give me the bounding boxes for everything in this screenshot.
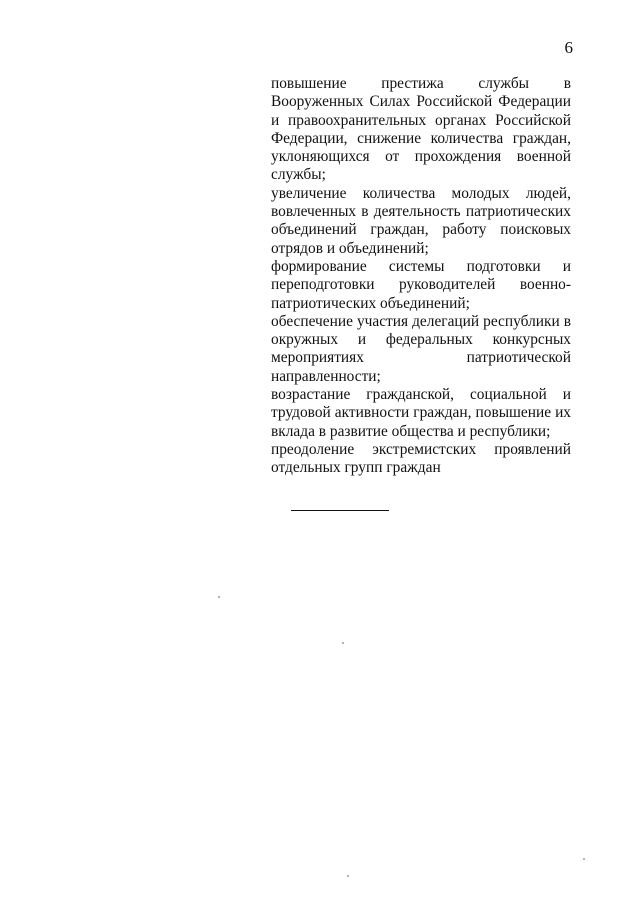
body-text bbox=[271, 75, 571, 478]
page-number: 6 bbox=[564, 38, 573, 57]
end-separator-line bbox=[291, 510, 389, 511]
paragraph-prestige: повышение престижа службы в Вооруженных Силах Российской Федерации и правоохранительных органах Российской Федерации, снижение количества граждан, уклоняющихся от прохождения военной службы; bbox=[271, 75, 571, 184]
scan-speck bbox=[347, 875, 349, 877]
scan-speck bbox=[583, 858, 585, 860]
paragraph-delegations: обеспечение участия делегаций республики в окружных и федеральных конкурсных мероприятиях патриотической направленности; bbox=[271, 312, 571, 385]
paragraph-extremism: преодоление экстремистских проявлений отдельных групп граждан bbox=[271, 440, 571, 477]
scan-speck bbox=[218, 596, 220, 598]
paragraph-youth-involvement: увеличение количества молодых людей, вовлеченных в деятельность патриотических объединений граждан, работу поисковых отрядов и объединений; bbox=[271, 184, 571, 257]
paragraph-civic-activity: возрастание гражданской, социальной и трудовой активности граждан, повышение их вклада в развитие общества и республики; bbox=[271, 386, 571, 440]
scan-speck bbox=[342, 642, 344, 644]
paragraph-training-system: формирование системы подготовки и переподготовки руководителей военно-патриотических объединений; bbox=[271, 257, 571, 312]
